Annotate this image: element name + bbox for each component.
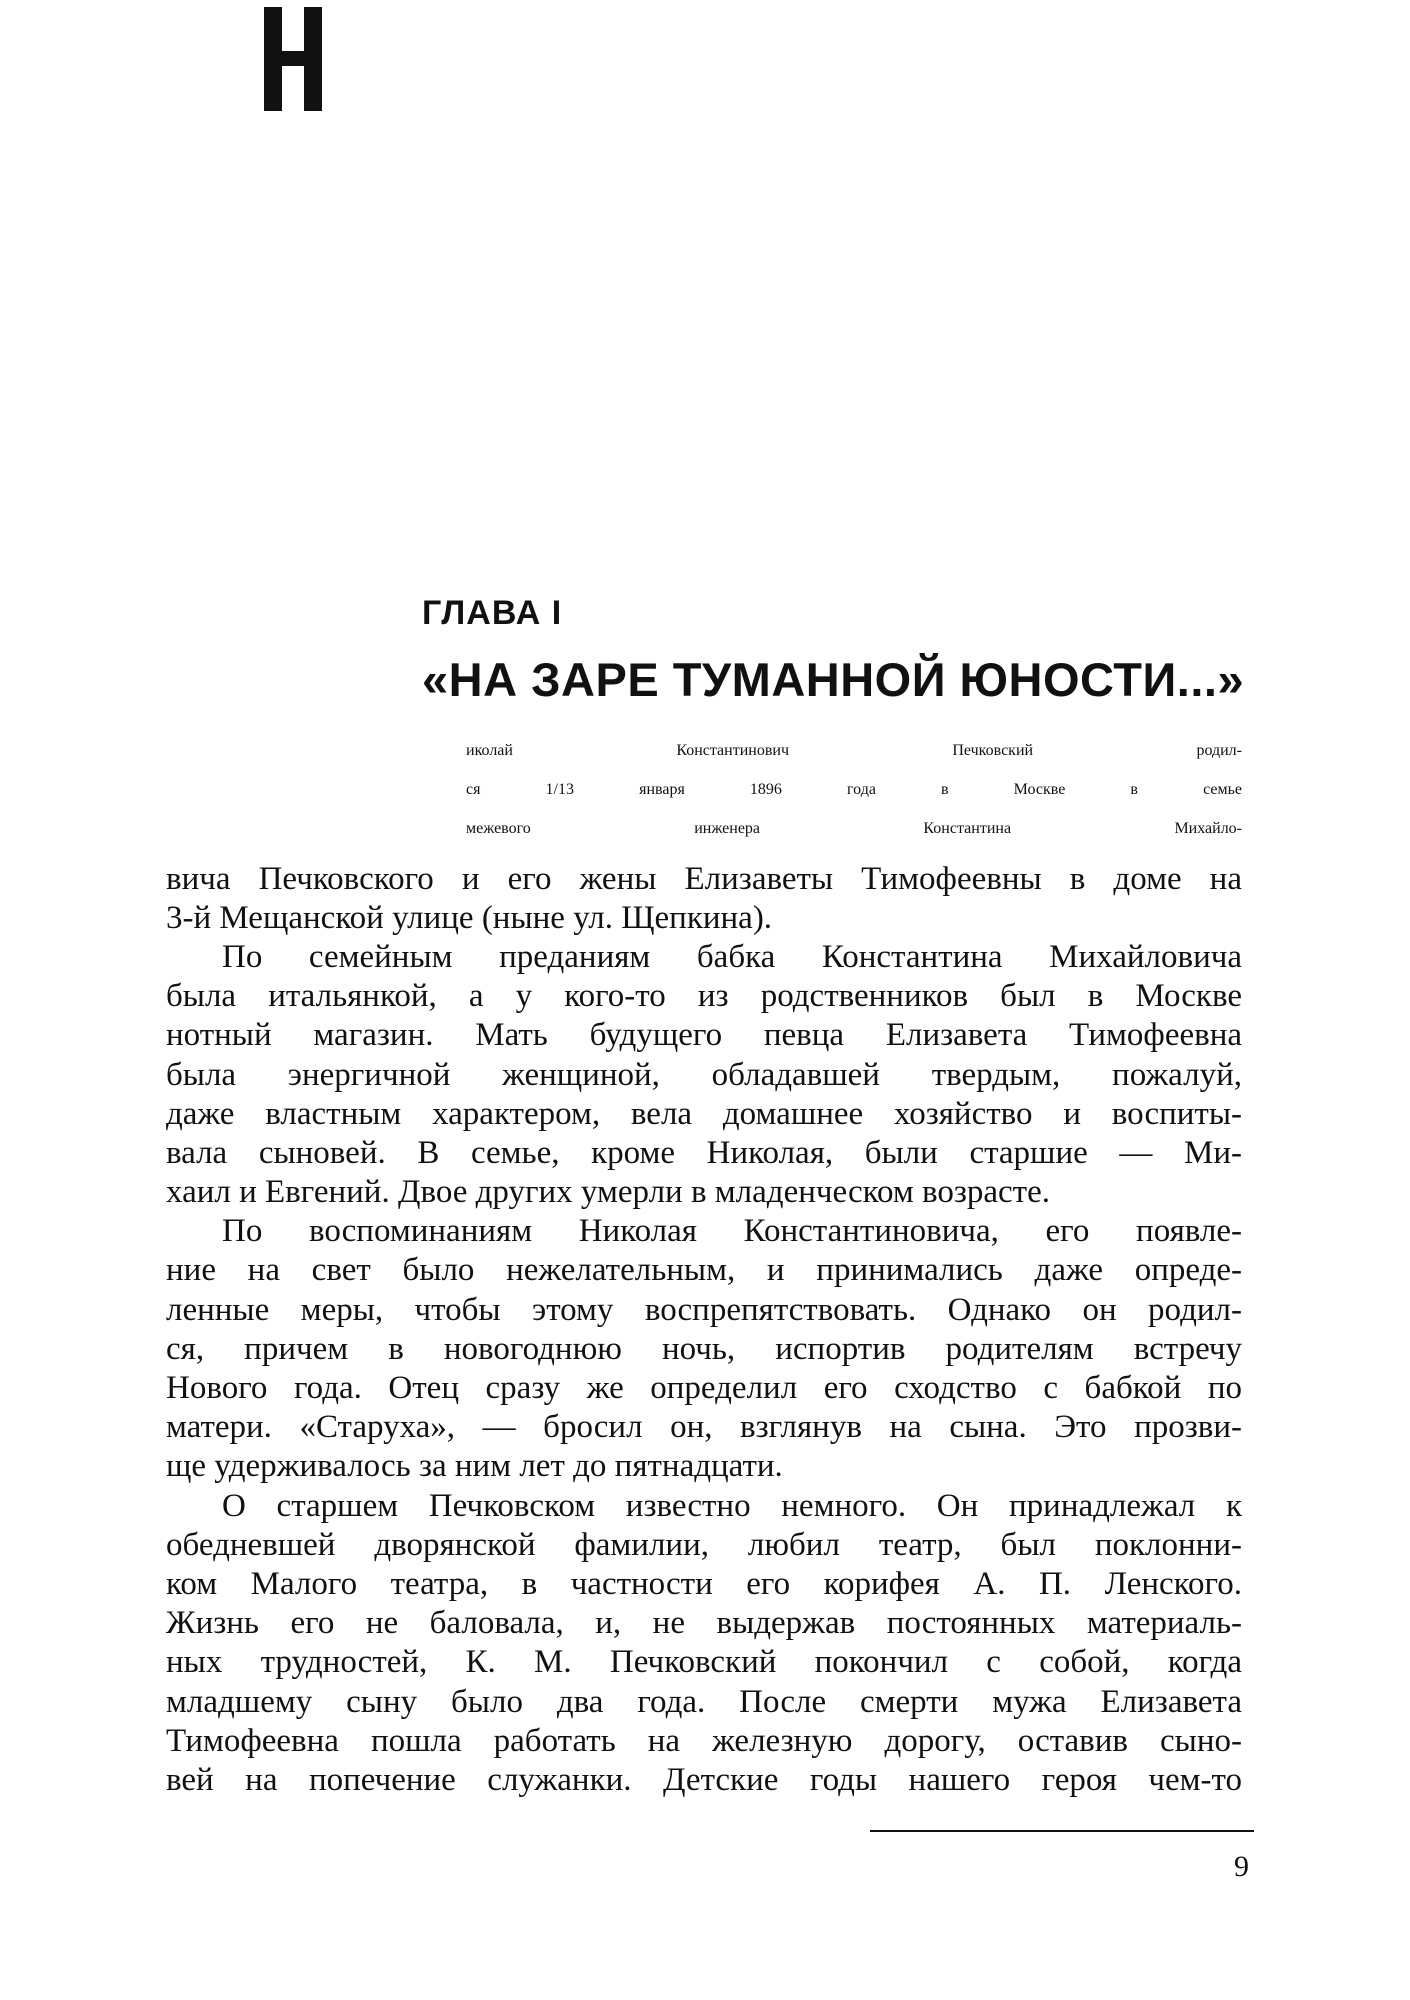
paragraph-1 [166,860,1242,938]
text-line: иколай Константинович Печковский родил- [466,742,1242,759]
text-line: ще удерживалось за ним лет до пятнадцати. [166,1448,783,1485]
paragraph-3 [166,1212,1242,1486]
text-line: была итальянкой, а у кого-то из родственников был в Москве [166,978,1242,1015]
text-line: ние на свет было нежелательным, и принимались даже опреде- [166,1252,1242,1289]
text-line: вича Печковского и его жены Елизаветы Тимофеевны в доме на [166,860,1242,897]
text-line: ных трудностей, К. М. Печковский покончил с собой, когда [166,1644,1242,1681]
text-line: вала сыновей. В семье, кроме Николая, были старшие — Ми- [166,1134,1242,1171]
text-line: младшему сыну было два года. После смерти мужа Елизавета [166,1683,1242,1720]
chapter-title: «НА ЗАРЕ ТУМАННОЙ ЮНОСТИ...» [422,653,1245,706]
page-number: 9 [1234,1850,1249,1883]
text-line: обедневшей дворянской фамилии, любил театр, был поклонни- [166,1526,1242,1563]
dropcap-spacer [166,742,1242,860]
text-line: Тимофеевна пошла работать на железную дорогу, оставив сыно- [166,1722,1242,1759]
text-line: ся 1/13 января 1896 года в Москве в семье [466,781,1242,799]
text-line: ся, причем в новогоднюю ночь, испортив родителям встречу [166,1330,1242,1367]
text-line: даже властным характером, вела домашнее хозяйство и воспиты- [166,1095,1242,1132]
text-line: была энергичной женщиной, обладавшей твердым, пожалуй, [166,1056,1242,1093]
text-line: О старшем Печковском известно немного. Он принадлежал к [222,1487,1242,1524]
text-line: Нового года. Отец сразу же определил его сходство с бабкой по [166,1370,1242,1407]
text-line: ленные меры, чтобы этому воспрепятствовать. Однако он родил- [166,1291,1242,1328]
footer-rule [870,1830,1254,1832]
body-text [166,742,1242,1800]
text-line: вей на попечение служанки. Детские годы нашего героя чем-то [166,1761,1242,1798]
paragraph-2 [166,938,1242,1212]
chapter-label: ГЛАВА I [422,594,563,632]
dropcap-letter [264,7,322,111]
text-line: ком Малого театра, в частности его корифея А. П. Ленского. [166,1565,1242,1602]
text-line: По воспоминаниям Николая Константиновича, его появле- [222,1213,1242,1250]
text-line: хаил и Евгений. Двое других умерли в младенческом возрасте. [166,1174,1050,1211]
text-line: межевого инженера Константина Михайло- [466,820,1242,838]
text-line: По семейным преданиям бабка Константина Михайловича [222,938,1242,975]
paragraph-4 [166,1487,1242,1801]
text-line: нотный магазин. Мать будущего певца Елизавета Тимофеевна [166,1017,1242,1054]
text-line: матери. «Старуха», — бросил он, взглянув на сына. Это прозви- [166,1409,1242,1446]
text-line: 3-й Мещанской улице (ныне ул. Щепкина). [166,899,773,936]
text-line: Жизнь его не баловала, и, не выдержав постоянных материаль- [166,1605,1242,1642]
